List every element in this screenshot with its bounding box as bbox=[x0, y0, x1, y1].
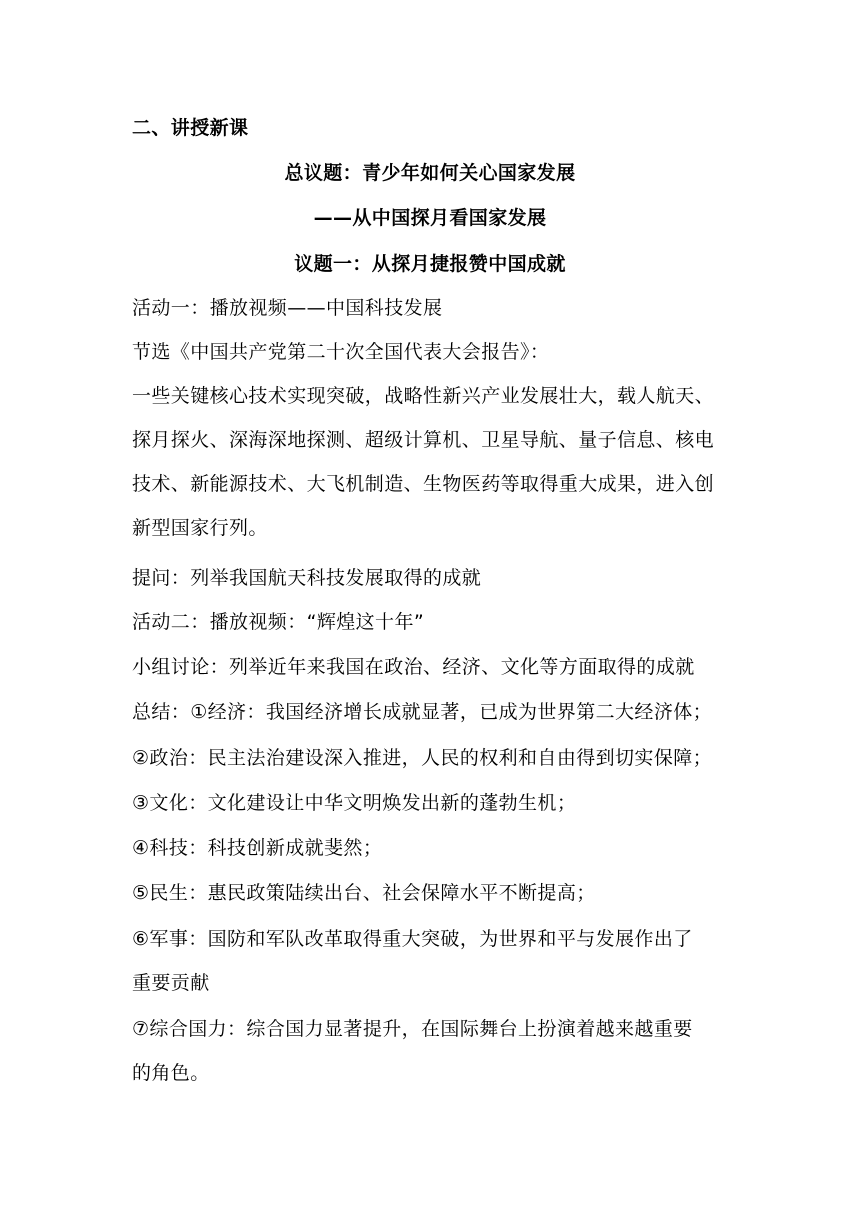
excerpt-intro: 节选《中国共产党第二十次全国代表大会报告》： bbox=[132, 341, 550, 363]
section-heading: 二、讲授新课 bbox=[132, 117, 249, 139]
summary-line: ③文化：文化建设让中华文明焕发出新的蓬勃生机； bbox=[132, 792, 577, 814]
group-discussion: 小组讨论：列举近年来我国在政治、经济、文化等方面取得的成就 bbox=[132, 656, 695, 678]
topic-one-heading: 议题一：从探月捷报赞中国成就 bbox=[294, 253, 566, 275]
summary-line: ④科技：科技创新成就斐然； bbox=[132, 837, 383, 859]
excerpt-line: 探月探火、深海深地探测、超级计算机、卫星导航、量子信息、核电 bbox=[132, 429, 715, 451]
question: 提问：列举我国航天科技发展取得的成就 bbox=[132, 567, 482, 589]
activity-two: 活动二：播放视频：“辉煌这十年” bbox=[132, 611, 425, 633]
summary-line: ⑦综合国力：综合国力显著提升，在国际舞台上扮演着越来越重要 bbox=[132, 1018, 693, 1040]
excerpt-line: 新型国家行列。 bbox=[132, 517, 268, 539]
summary-line: ②政治：民主法治建设深入推进，人民的权利和自由得到切实保障； bbox=[132, 747, 713, 769]
main-topic: 总议题：青少年如何关心国家发展 bbox=[284, 162, 576, 184]
excerpt-line: 技术、新能源技术、大飞机制造、生物医药等取得重大成果，进入创 bbox=[132, 473, 715, 495]
summary-line: 的角色。 bbox=[132, 1062, 210, 1084]
subtitle: ——从中国探月看国家发展 bbox=[313, 207, 547, 229]
summary-line: 总结：①经济：我国经济增长成就显著，已成为世界第二大经济体； bbox=[132, 701, 713, 723]
summary-line: ⑥军事：国防和军队改革取得重大突破，为世界和平与发展作出了 bbox=[132, 928, 693, 950]
excerpt-line: 一些关键核心技术实现突破，战略性新兴产业发展壮大，载人航天、 bbox=[132, 385, 715, 407]
summary-line: 重要贡献 bbox=[132, 972, 210, 994]
summary-line: ⑤民生：惠民政策陆续出台、社会保障水平不断提高； bbox=[132, 882, 596, 904]
activity-one: 活动一：播放视频——中国科技发展 bbox=[132, 297, 443, 319]
